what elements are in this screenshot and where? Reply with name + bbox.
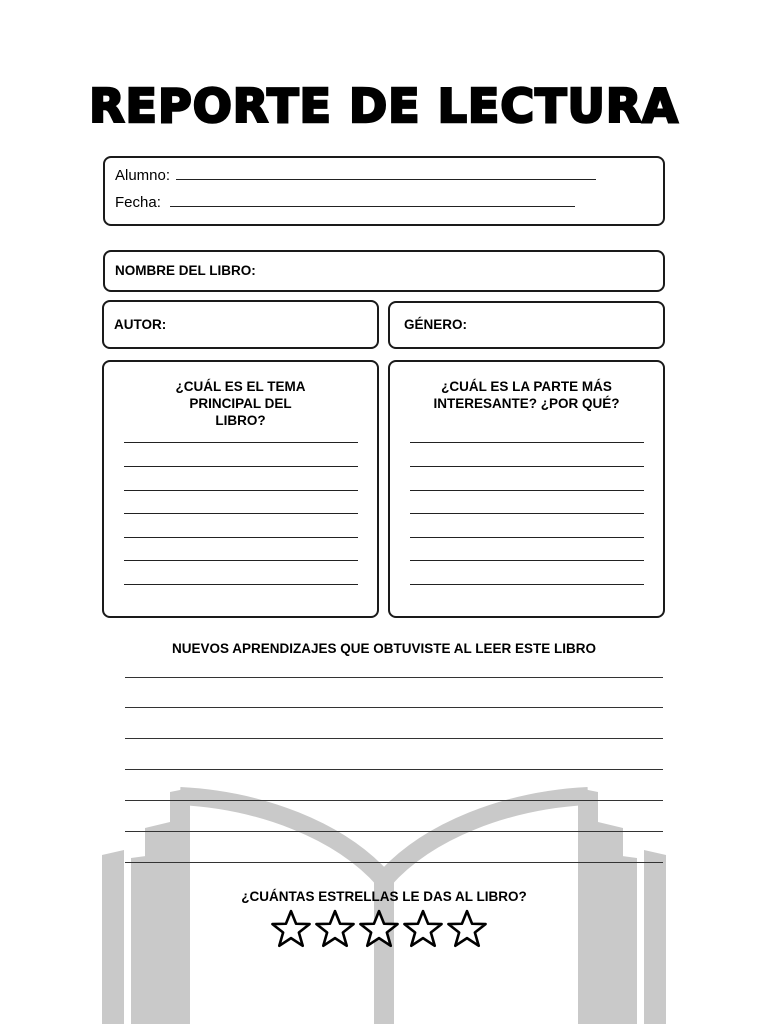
answer-line[interactable]	[410, 466, 644, 467]
answer-line[interactable]	[410, 513, 644, 514]
learnings-line[interactable]	[125, 738, 663, 739]
interesting-part-question: ¿CUÁL ES LA PARTE MÁS INTERESANTE? ¿POR QUÉ?	[433, 379, 620, 411]
main-theme-box	[102, 360, 379, 618]
star-icon[interactable]	[314, 908, 356, 950]
answer-line[interactable]	[410, 442, 644, 443]
page-title: REPORTE DE LECTURA	[89, 79, 679, 133]
interesting-part-box	[388, 360, 665, 618]
learnings-line[interactable]	[125, 707, 663, 708]
genre-label: GÉNERO:	[404, 317, 468, 332]
answer-line[interactable]	[410, 560, 644, 561]
learnings-line[interactable]	[125, 677, 663, 678]
learnings-line[interactable]	[125, 862, 663, 863]
answer-line[interactable]	[410, 584, 644, 585]
genre-box[interactable]	[388, 301, 665, 349]
answer-line[interactable]	[410, 490, 644, 491]
star-rating	[270, 908, 488, 950]
star-icon[interactable]	[358, 908, 400, 950]
answer-line[interactable]	[124, 466, 358, 467]
main-theme-question: ¿CUÁL ES EL TEMA PRINCIPAL DEL LIBRO?	[175, 379, 306, 428]
answer-line[interactable]	[410, 537, 644, 538]
fecha-input-line[interactable]	[170, 205, 575, 207]
rating-question: ¿CUÁNTAS ESTRELLAS LE DAS AL LIBRO?	[241, 889, 527, 904]
student-info-box	[103, 156, 665, 226]
learnings-line[interactable]	[125, 831, 663, 832]
answer-line[interactable]	[124, 560, 358, 561]
alumno-field	[115, 167, 596, 184]
answer-line[interactable]	[124, 537, 358, 538]
star-icon[interactable]	[402, 908, 444, 950]
star-icon[interactable]	[270, 908, 312, 950]
answer-line[interactable]	[124, 442, 358, 443]
answer-line[interactable]	[124, 490, 358, 491]
learnings-line[interactable]	[125, 800, 663, 801]
star-icon[interactable]	[446, 908, 488, 950]
alumno-label: Alumno:	[115, 167, 171, 184]
fecha-label: Fecha:	[115, 194, 161, 211]
book-name-box[interactable]	[103, 250, 665, 292]
book-name-label: NOMBRE DEL LIBRO:	[115, 263, 256, 278]
author-label: AUTOR:	[114, 317, 167, 332]
answer-line[interactable]	[124, 584, 358, 585]
alumno-input-line[interactable]	[176, 178, 596, 180]
learnings-title: NUEVOS APRENDIZAJES QUE OBTUVISTE AL LEER ESTE LIBRO	[171, 641, 597, 656]
learnings-line[interactable]	[125, 769, 663, 770]
author-box[interactable]	[102, 300, 379, 349]
fecha-field	[115, 194, 575, 211]
answer-line[interactable]	[124, 513, 358, 514]
